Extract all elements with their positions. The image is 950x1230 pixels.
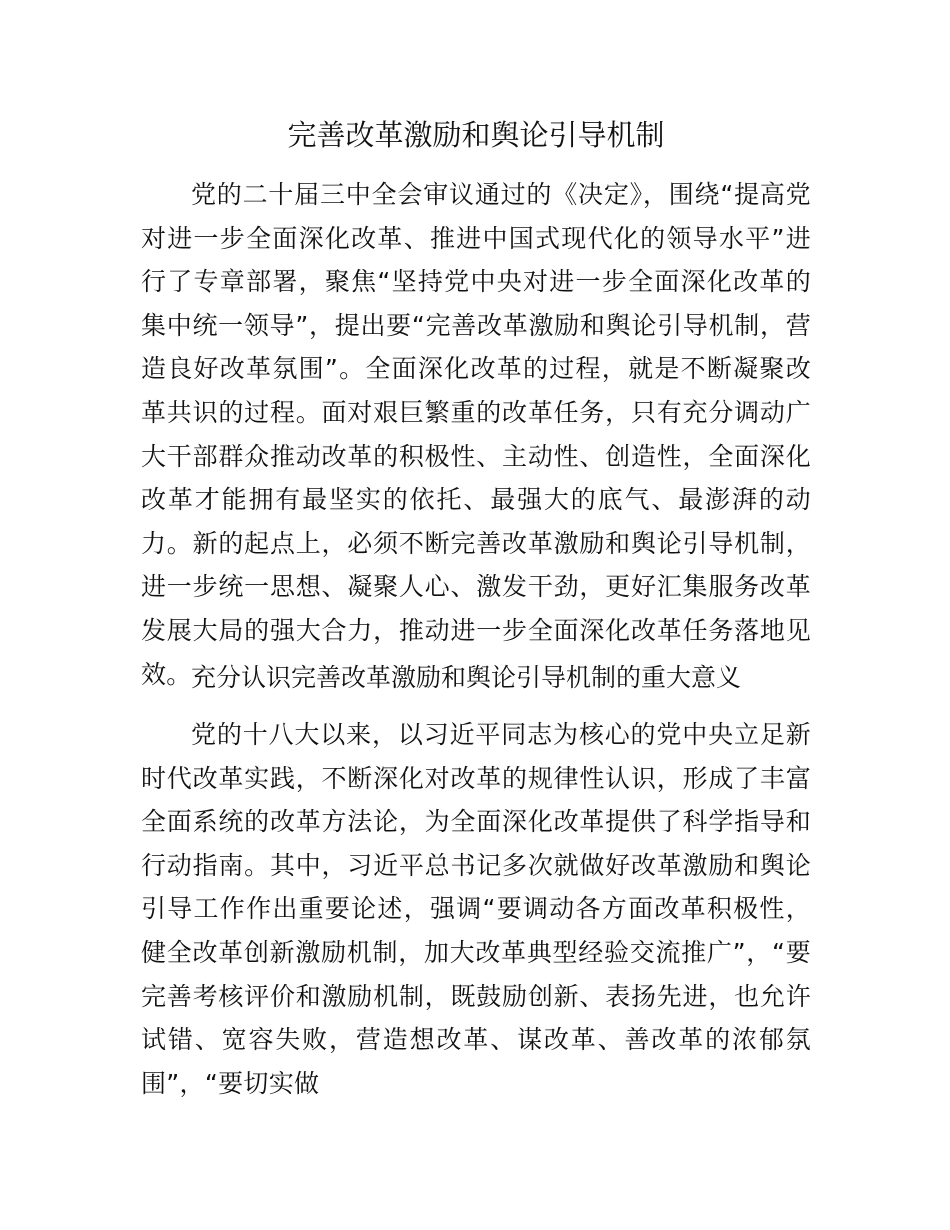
document-title: 完善改革激励和舆论引导机制 <box>287 118 665 152</box>
paragraph: 党的十八大以来，以习近平同志为核心的党中央立足新时代改革实践，不断深化对改革的规律性认识，形成了丰富全面系统的改革方法论，为全面深化改革提供了科学指导和行动指南。其中，习近平总书记多次就做好改革激励和舆论引导工作作出重要论述，强调“要调动各方面改革积极性，健全改革创新激励机制，加大改革典型经验交流推广”，“要完善考核评价和激励机制，既鼓励创新、表扬先进，也允许试错、宽容失败，营造想改革、谋改革、善改革的浓郁氛围”，“要切实做 <box>141 720 811 1098</box>
section-heading: 充分认识完善改革激励和舆论引导机制的重大意义 <box>191 663 742 692</box>
paragraph: 党的二十届三中全会审议通过的《决定》，围绕“提高党对进一步全面深化改革、推进中国式现代化的领导水平”进行了专章部署，聚焦“坚持党中央对进一步全面深化改革的集中统一领导”，提出要“完善改革激励和舆论引导机制，营造良好改革氛围”。全面深化改革的过程，就是不断凝聚改革共识的过程。面对艰巨繁重的改革任务，只有充分调动广大干部群众推动改革的积极性、主动性、创造性，全面深化改革才能拥有最坚实的依托、最强大的底气、最澎湃的动力。新的起点上，必须不断完善改革激励和舆论引导机制，进一步统一思想、凝聚人心、激发干劲，更好汇集服务改革发展大局的强大合力，推动进一步全面深化改革任务落地见效。 <box>141 180 811 689</box>
